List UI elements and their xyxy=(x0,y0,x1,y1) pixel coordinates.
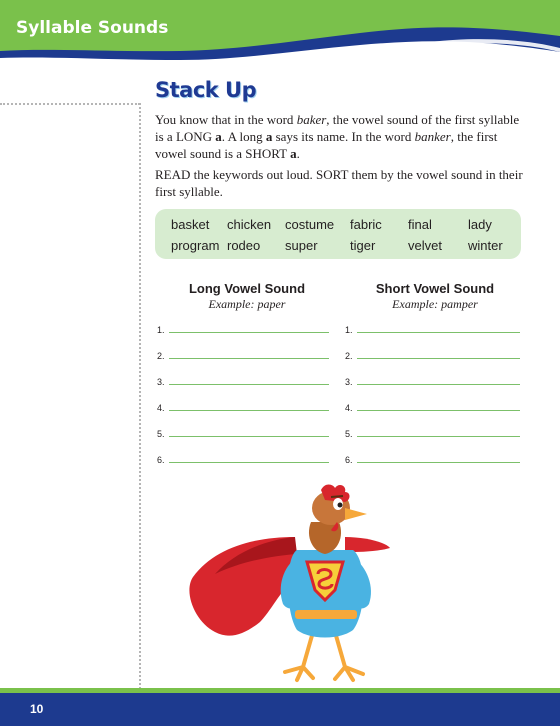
short-answer-line-3[interactable] xyxy=(357,384,520,385)
keyword: super xyxy=(285,238,318,253)
long-answer-line-6[interactable] xyxy=(169,462,329,463)
line-number: 6. xyxy=(157,455,165,465)
line-number: 4. xyxy=(157,403,165,413)
margin-rule-vertical xyxy=(139,103,141,693)
header-title: Syllable Sounds xyxy=(16,18,169,38)
keyword: program xyxy=(171,238,220,253)
keyword: chicken xyxy=(227,217,272,232)
intro-text: . A long xyxy=(221,129,266,144)
intro-text: You know that in the word xyxy=(155,112,297,127)
intro-letter: a xyxy=(265,129,273,144)
keyword: velvet xyxy=(408,238,442,253)
keyword: final xyxy=(408,217,432,232)
short-vowel-heading: Short Vowel Sound xyxy=(375,281,495,296)
intro-text: . xyxy=(296,146,300,161)
superhero-rooster-illustration xyxy=(185,482,415,687)
intro-word-banker: banker xyxy=(414,129,451,144)
page-number: 10 xyxy=(30,702,44,716)
intro-text: , the first vowel sound is a SHORT xyxy=(155,129,498,161)
intro-text: , the vowel sound of the first syllable is a LONG xyxy=(155,112,520,144)
keyword: basket xyxy=(171,217,210,232)
line-number: 5. xyxy=(345,429,353,439)
long-answer-line-5[interactable] xyxy=(169,436,329,437)
intro-word-baker: baker xyxy=(296,112,327,127)
keyword: tiger xyxy=(350,238,376,253)
intro-text: says its name. In the word xyxy=(272,129,415,144)
keyword: lady xyxy=(468,217,492,232)
line-number: 6. xyxy=(345,455,353,465)
line-number: 2. xyxy=(157,351,165,361)
short-answer-line-6[interactable] xyxy=(357,462,520,463)
long-vowel-heading: Long Vowel Sound xyxy=(188,281,306,296)
long-answer-line-4[interactable] xyxy=(169,410,329,411)
short-answer-line-1[interactable] xyxy=(357,332,520,333)
keyword: costume xyxy=(285,217,335,232)
footer-bar xyxy=(0,693,560,726)
short-answer-line-2[interactable] xyxy=(357,358,520,359)
intro-paragraph xyxy=(155,111,525,162)
short-vowel-example: Example: pamper xyxy=(392,297,478,311)
section-title: Stack Up xyxy=(155,78,257,102)
long-answer-line-2[interactable] xyxy=(169,358,329,359)
short-answer-line-5[interactable] xyxy=(357,436,520,437)
keyword-box xyxy=(155,209,521,259)
short-answer-line-4[interactable] xyxy=(357,410,520,411)
long-answer-line-1[interactable] xyxy=(169,332,329,333)
margin-rule-horizontal xyxy=(0,103,140,105)
intro-letter: a xyxy=(215,129,222,144)
line-number: 3. xyxy=(157,377,165,387)
keyword: fabric xyxy=(350,217,382,232)
line-number: 2. xyxy=(345,351,353,361)
line-number: 1. xyxy=(345,325,353,335)
keyword: winter xyxy=(468,238,503,253)
long-vowel-example: Example: paper xyxy=(208,297,286,311)
line-number: 3. xyxy=(345,377,353,387)
long-answer-line-3[interactable] xyxy=(169,384,329,385)
intro-letter: a xyxy=(290,146,297,161)
line-number: 4. xyxy=(345,403,353,413)
header-banner xyxy=(0,0,560,80)
line-number: 1. xyxy=(157,325,165,335)
instruction-paragraph: READ the keywords out loud. SORT them by the vowel sound in their first syllable. xyxy=(155,167,523,199)
keyword: rodeo xyxy=(227,238,261,253)
line-number: 5. xyxy=(157,429,165,439)
